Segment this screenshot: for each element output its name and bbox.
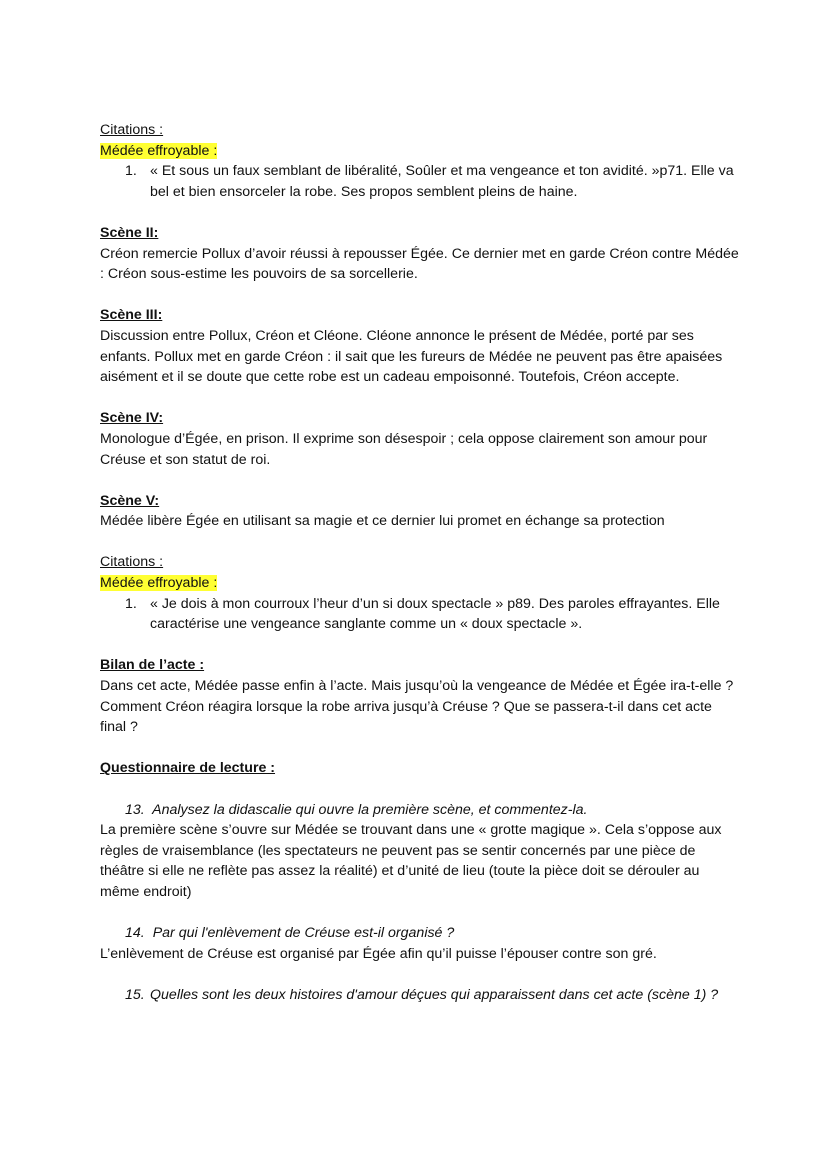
scene4-heading: Scène IV:: [100, 410, 164, 427]
question-number: 15.: [125, 986, 145, 1003]
question-text: Par qui l'enlèvement de Créuse est-il organisé ?: [152, 925, 455, 942]
answer-14: L’enlèvement de Créuse est organisé par Égée afin qu’il puisse l’épouser contre son gré.: [100, 945, 657, 962]
list-number: 1.: [125, 163, 137, 180]
answer-13: La première scène s’ouvre sur Médée se trouvant dans une « grotte magique ». Cela s’oppose aux règles de vraisemblance (les spectateurs ne peuvent pas se sentir concernés par une pièce de théâtre si elle ne reflète pas assez la réalité) et d’unité de lieu (toute la pièce doit se dérouler au même endroit): [100, 822, 722, 900]
question-text: Analysez la didascalie qui ouvre la première scène, et commentez-la.: [152, 801, 588, 818]
document-page: [100, 120, 740, 1006]
highlight-label-1: Médée effroyable :: [100, 142, 218, 159]
question-number: 13.: [125, 801, 145, 818]
highlight-label-2: Médée effroyable :: [100, 575, 218, 592]
citations-heading-1: Citations :: [100, 122, 164, 138]
scene2-heading: Scène II:: [100, 224, 159, 241]
scene3-text: Discussion entre Pollux, Créon et Cléone. Cléone annonce le présent de Médée, porté par ses enfants. Pollux met en garde Créon : il sait que les fureurs de Médée ne peuvent pas être apaisées aisément et il se doute que cette robe est un cadeau empoisonné. Toutefois, Créon accepte.: [100, 327, 723, 386]
list-number: 1.: [125, 595, 137, 612]
questionnaire-heading: Questionnaire de lecture :: [100, 760, 276, 777]
citation-item-1: [100, 161, 740, 202]
scene2-text: Créon remercie Pollux d’avoir réussi à repousser Égée. Ce dernier met en garde Créon contre Médée : Créon sous-estime les pouvoirs de sa sorcellerie.: [100, 245, 739, 283]
citations-heading-2: Citations :: [100, 554, 164, 571]
scene4-text: Monologue d’Égée, en prison. Il exprime son désespoir ; cela oppose clairement son amour pour Créuse et son statut de roi.: [100, 430, 708, 468]
bilan-heading: Bilan de l’acte :: [100, 657, 205, 674]
question-15: [100, 985, 740, 1006]
question-text: Quelles sont les deux histoires d'amour déçues qui apparaissent dans cet acte (scène 1) ?: [150, 986, 719, 1003]
scene5-heading: Scène V:: [100, 492, 160, 509]
bilan-text: Dans cet acte, Médée passe enfin à l’acte. Mais jusqu’où la vengeance de Médée et Égée ira-t-elle ? Comment Créon réagira lorsque la robe arriva jusqu’à Créuse ? Que se passera-t-il dans cet acte final ?: [100, 678, 734, 736]
question-number: 14.: [125, 925, 145, 942]
question-13: [100, 800, 740, 821]
scene5-text: Médée libère Égée en utilisant sa magie et ce dernier lui promet en échange sa protection: [100, 513, 665, 530]
question-14: [100, 923, 740, 944]
citation-text: « Je dois à mon courroux l’heur d’un si doux spectacle » p89. Des paroles effrayantes. Elle caractérise une vengeance sanglante comme un « doux spectacle ».: [150, 595, 720, 633]
scene3-heading: Scène III:: [100, 307, 163, 324]
citation-text: « Et sous un faux semblant de libéralité, Soûler et ma vengeance et ton avidité. »p71. Elle va bel et bien ensorceler la robe. Ses propos semblent pleins de haine.: [150, 163, 734, 200]
citation-item-2: [100, 594, 740, 635]
